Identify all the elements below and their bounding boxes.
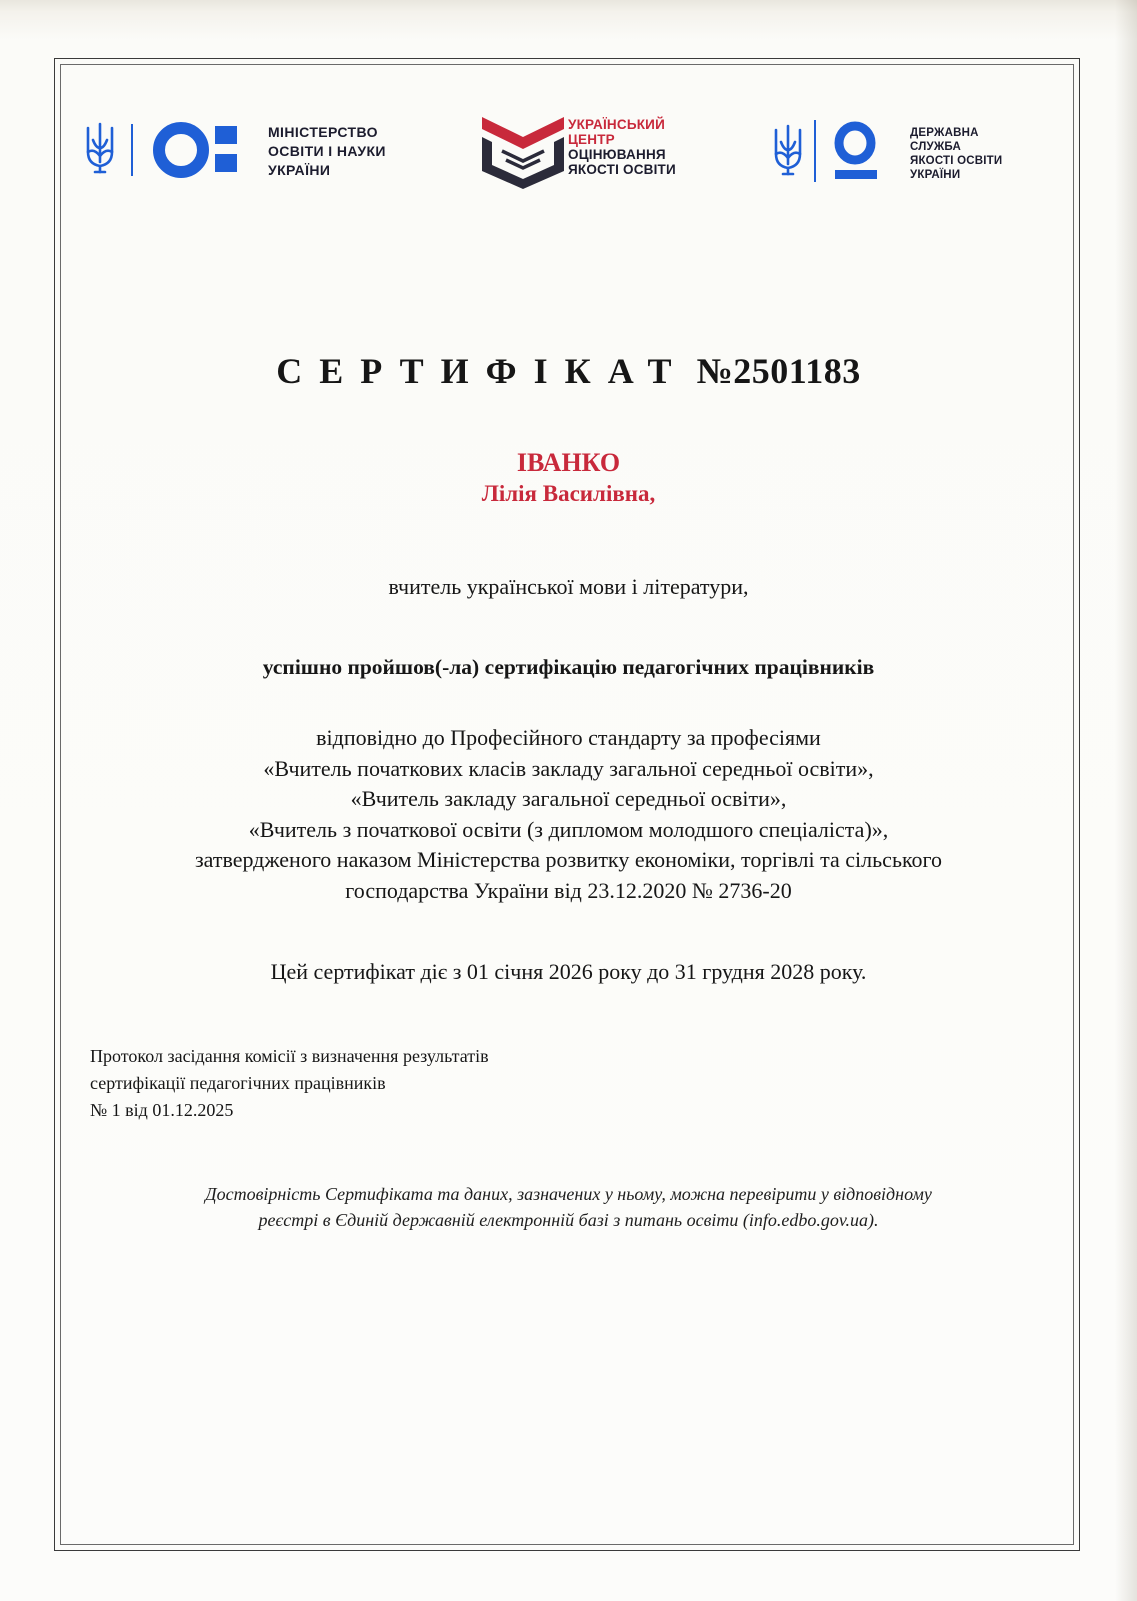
dsyo-logo-text: ДЕРЖАВНА СЛУЖБА ЯКОСТІ ОСВІТИ УКРАЇНИ [910,127,1003,181]
ministry-logo-text: МІНІСТЕРСТВО ОСВІТИ І НАУКИ УКРАЇНИ [268,124,386,178]
standard-line: «Вчитель початкових класів закладу загальної середньої освіти», [263,755,874,781]
verify-line: реєстрі в Єдиній державній електронній базі з питань освіти (info.edbo.gov.ua). [258,1210,879,1230]
recipient-given-names: Лілія Василівна, [481,481,656,506]
protocol-reference [90,1043,489,1124]
recipient-position: вчитель української мови і літератури, [388,574,749,599]
ucoyo-logo [480,115,710,191]
dsyo-logo [772,120,1022,186]
dsyo-emblem-icon [772,120,902,186]
ministry-emblem-icon [84,118,264,182]
certification-statement: успішно пройшов(-ла) сертифікацію педагогічних працівників [262,655,875,679]
standard-line: «Вчитель з початкової освіти (з дипломом молодшого спеціаліста)», [248,816,889,842]
protocol-line: № 1 від 01.12.2025 [90,1100,234,1120]
ucoyo-emblem-icon [480,115,566,191]
ministry-logo [84,118,414,182]
standard-line: затвердженого наказом Міністерства розвитку економіки, торгівлі та сільського [194,847,943,872]
ucoyo-logo-text: УКРАЇНСЬКИЙ ЦЕНТР ОЦІНЮВАННЯ ЯКОСТІ ОСВІТИ [568,117,676,177]
verify-line: Достовірність Сертифіката та даних, зазначених у ньому, можна перевірити у відповідному [205,1184,932,1204]
protocol-line: Протокол засідання комісії з визначення результатів [90,1046,489,1066]
standard-line: господарства України від 23.12.2020 № 2736-20 [345,877,792,903]
validity-period: Цей сертифікат діє з 01 січня 2026 року до 31 грудня 2028 року. [270,959,867,984]
professional-standard-text [80,723,1057,906]
recipient-surname: ІВАНКО [516,448,621,477]
certificate-title [0,350,1137,392]
protocol-line: сертифікації педагогічних працівників [90,1073,386,1093]
certificate-title-word: СЕРТИФІКАТ [276,351,689,391]
certificate-number: №2501183 [696,351,861,391]
standard-line: «Вчитель закладу загальної середньої освіти», [350,786,787,811]
standard-line: відповідно до Професійного стандарту за професіями [316,725,821,750]
verification-note [80,1181,1057,1233]
